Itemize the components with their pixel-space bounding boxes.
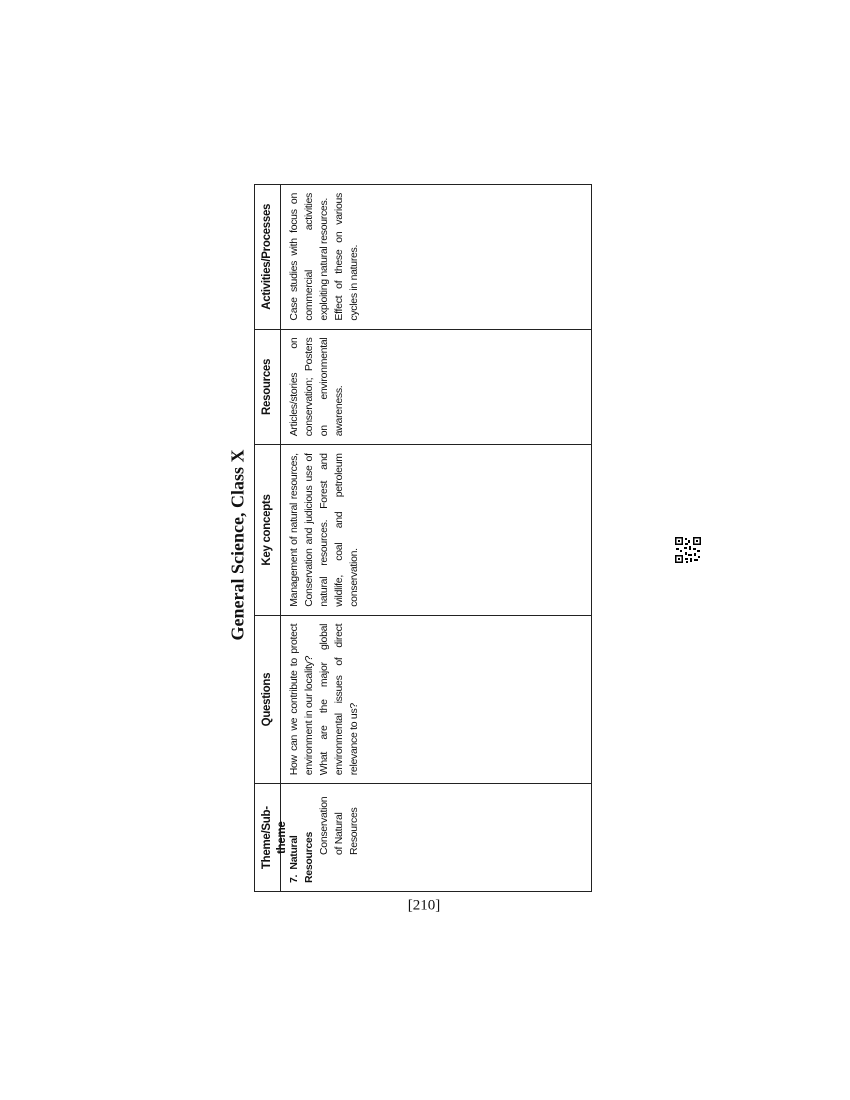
- sub-theme: Conservation of Natural Resources: [318, 796, 360, 855]
- theme-cell: [281, 783, 591, 891]
- page-title: General Science, Class X: [227, 449, 248, 641]
- key-concepts-text: Management of natural resources, Conservation and judicious use of natural resources. Forest and wildlife, coal and petroleum conservation.: [288, 453, 360, 607]
- key-concepts-cell: [281, 444, 591, 615]
- activities-cell: [281, 185, 591, 329]
- questions-cell: [281, 615, 591, 784]
- question-item: How can we contribute to protect environment in our locality?: [288, 623, 315, 776]
- activity-item: Effect of these on various cycles in natures.: [333, 193, 360, 321]
- activity-item: Case studies with focus on commercial activities exploiting natural resources.: [288, 193, 330, 321]
- header-activities: Activities/Processes: [261, 203, 273, 310]
- table-row: [281, 185, 591, 891]
- resources-cell: [281, 329, 591, 445]
- theme-name: Natural Resources: [288, 832, 315, 883]
- header-theme: Theme/Sub-theme: [255, 783, 280, 891]
- page-number: [210]: [407, 897, 441, 914]
- table-header-row: [255, 185, 288, 891]
- header-key-concepts: Key concepts: [255, 444, 280, 615]
- theme-heading: [287, 792, 317, 883]
- header-questions: Questions: [255, 615, 280, 784]
- question-item: What are the major global environmental issues of direct relevance to us?: [318, 623, 360, 776]
- qr-code-icon: [675, 537, 701, 563]
- header-resources: Resources: [255, 329, 280, 445]
- theme-number: 7.: [288, 874, 300, 883]
- resources-text: Articles/stories on conservation; Posters on environmental awareness.: [288, 337, 345, 437]
- curriculum-table: [254, 184, 592, 892]
